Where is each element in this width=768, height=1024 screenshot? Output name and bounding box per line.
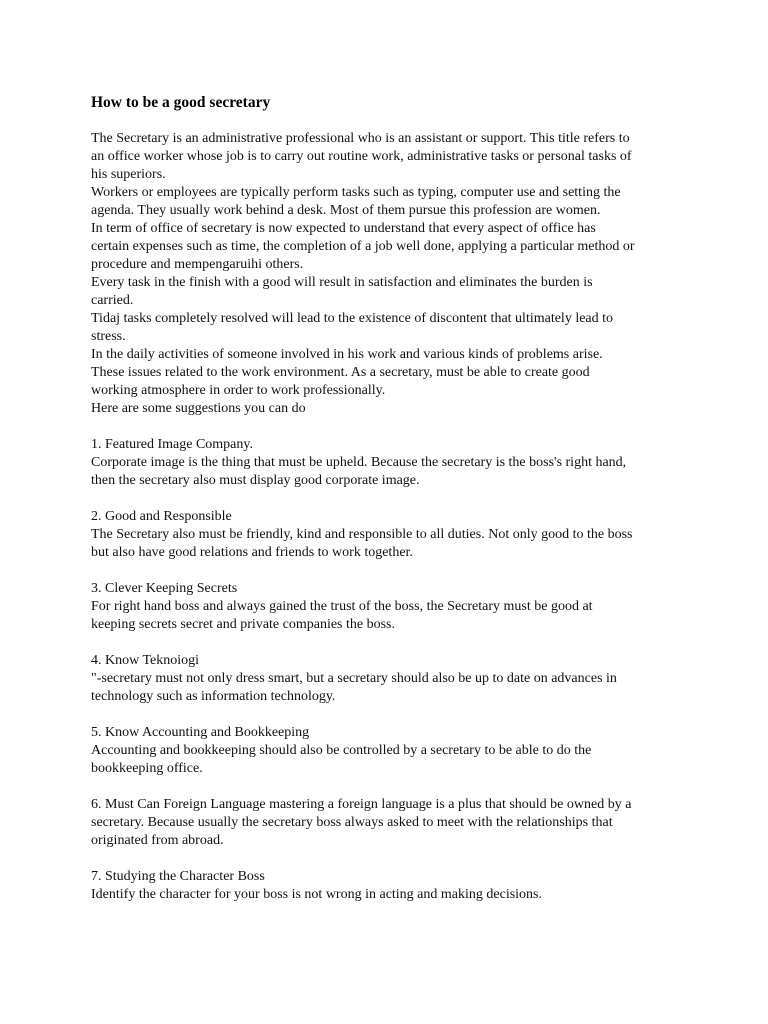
text-line: procedure and mempengaruihi others. [91, 257, 304, 272]
text-line: working atmosphere in order to work professionally. [91, 383, 386, 398]
spacer [91, 634, 691, 652]
spacer [91, 778, 691, 796]
suggestion-heading: 7. Studying the Character Boss [91, 869, 265, 884]
text-line: Accounting and bookkeeping should also be controlled by a secretary to be able to do the [91, 743, 592, 758]
suggestion-body [91, 526, 691, 562]
text-line: stress. [91, 329, 126, 344]
suggestion-heading: 6. Must Can Foreign Language mastering a foreign language is a plus that should be owned by a [91, 797, 632, 812]
text-line: In term of office of secretary is now expected to understand that every aspect of office has [91, 221, 596, 236]
suggestion-body [91, 886, 691, 904]
suggestion-body [91, 454, 691, 490]
text-line: certain expenses such as time, the completion of a job well done, applying a particular method or [91, 239, 635, 254]
spacer [91, 706, 691, 724]
text-line: Here are some suggestions you can do [91, 401, 306, 416]
text-line: Corporate image is the thing that must be upheld. Because the secretary is the boss's right hand, [91, 455, 627, 470]
text-line: The Secretary is an administrative professional who is an assistant or support. This title refers to [91, 131, 630, 146]
suggestion-heading: 1. Featured Image Company. [91, 437, 253, 452]
intro-paragraph-7 [91, 400, 691, 418]
text-line: Identify the character for your boss is not wrong in acting and making decisions. [91, 887, 542, 902]
intro-paragraph-2 [91, 184, 691, 220]
text-line: then the secretary also must display good corporate image. [91, 473, 420, 488]
suggestion-body [91, 598, 691, 634]
text-line: agenda. They usually work behind a desk. Most of them pursue this profession are women. [91, 203, 601, 218]
text-line: For right hand boss and always gained the trust of the boss, the Secretary must be good at [91, 599, 593, 614]
text-line: carried. [91, 293, 134, 308]
intro-paragraph-3 [91, 220, 691, 274]
text-line: secretary. Because usually the secretary boss always asked to meet with the relationships that [91, 815, 613, 830]
suggestion-heading: 5. Know Accounting and Bookkeeping [91, 725, 310, 740]
document-title: How to be a good secretary [91, 94, 271, 111]
text-line: In the daily activities of someone involved in his work and various kinds of problems arise. [91, 347, 603, 362]
suggestion-body [91, 814, 691, 850]
suggestion-6 [91, 796, 691, 850]
text-line: The Secretary also must be friendly, kind and responsible to all duties. Not only good to the boss [91, 527, 633, 542]
suggestion-1 [91, 436, 691, 490]
document-page [91, 93, 691, 904]
intro-paragraph-1 [91, 130, 691, 184]
text-line: but also have good relations and friends to work together. [91, 545, 413, 560]
spacer [91, 850, 691, 868]
suggestion-heading: 4. Know Teknoiogi [91, 653, 200, 668]
text-line: an office worker whose job is to carry out routine work, administrative tasks or personal tasks of [91, 149, 632, 164]
text-line: technology such as information technology. [91, 689, 336, 704]
text-line: Every task in the finish with a good will result in satisfaction and eliminates the burden is [91, 275, 593, 290]
text-line: his superiors. [91, 167, 166, 182]
suggestion-heading: 3. Clever Keeping Secrets [91, 581, 238, 596]
text-line: "-secretary must not only dress smart, but a secretary should also be up to date on advances in [91, 671, 617, 686]
suggestion-heading: 2. Good and Responsible [91, 509, 232, 524]
intro-paragraph-5 [91, 310, 691, 346]
suggestion-3 [91, 580, 691, 634]
suggestion-4 [91, 652, 691, 706]
suggestion-7 [91, 868, 691, 904]
text-line: Tidaj tasks completely resolved will lead to the existence of discontent that ultimately lead to [91, 311, 614, 326]
spacer [91, 418, 691, 436]
suggestion-body [91, 670, 691, 706]
spacer [91, 562, 691, 580]
text-line: These issues related to the work environment. As a secretary, must be able to create good [91, 365, 590, 380]
intro-block [91, 130, 691, 418]
text-line: Workers or employees are typically perform tasks such as typing, computer use and setting the [91, 185, 621, 200]
suggestion-body [91, 742, 691, 778]
intro-paragraph-6 [91, 346, 691, 400]
text-line: bookkeeping office. [91, 761, 203, 776]
suggestion-5 [91, 724, 691, 778]
intro-paragraph-4 [91, 274, 691, 310]
spacer [91, 490, 691, 508]
suggestion-2 [91, 508, 691, 562]
text-line: originated from abroad. [91, 833, 224, 848]
text-line: keeping secrets secret and private companies the boss. [91, 617, 396, 632]
